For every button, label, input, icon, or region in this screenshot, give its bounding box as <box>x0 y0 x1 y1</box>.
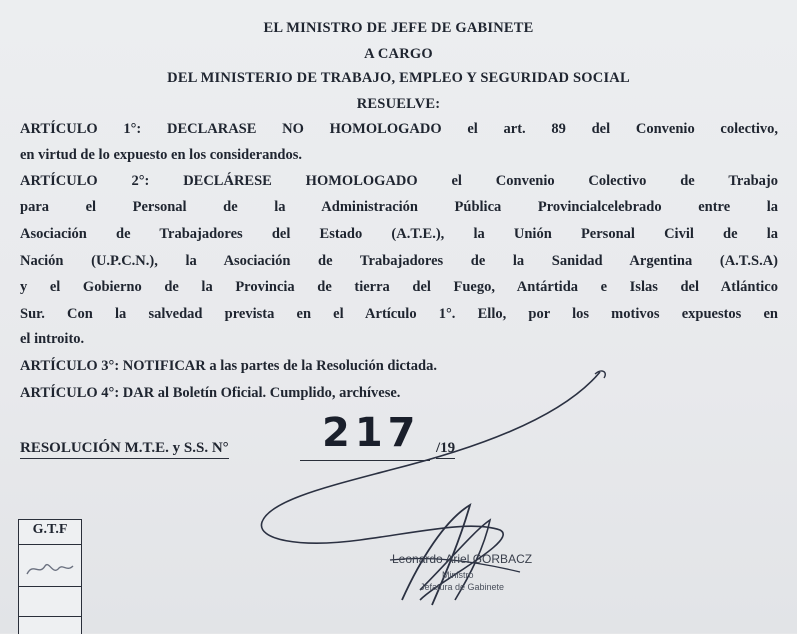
gtf-divider <box>19 616 81 617</box>
gtf-label: G.T.F <box>32 522 68 537</box>
signer-title-1: Ministro <box>442 570 474 580</box>
signer-title-2: Jefatura de Gabinete <box>420 582 505 592</box>
gtf-divider <box>19 586 81 587</box>
article-2-line-4: Nación (U.P.C.N.), la Asociación de Trabajadores de la Sanidad Argentina (A.T.S.A) <box>20 253 778 269</box>
gtf-stamp-box <box>18 519 82 634</box>
article-2-line-1: ARTÍCULO 2°: DECLÁRESE HOMOLOGADO el Convenio Colectivo de Trabajo <box>20 173 778 189</box>
article-2-line-5: y el Gobierno de la Provincia de tierra del Fuego, Antártida e Islas del Atlántico <box>20 279 778 295</box>
header-line-2: A CARGO <box>364 46 433 62</box>
article-1-line-2: en virtud de lo expuesto en los considerandos. <box>20 147 302 163</box>
header-line-3: DEL MINISTERIO DE TRABAJO, EMPLEO Y SEGURIDAD SOCIAL <box>167 70 630 86</box>
article-2-line-7: el introito. <box>20 331 85 347</box>
header-line-4: RESUELVE: <box>356 96 441 112</box>
initials-scribble-icon <box>23 556 77 580</box>
resolution-number-rule <box>300 460 430 461</box>
signer-name: Leonardo Ariel GORBACZ <box>392 552 533 566</box>
resolution-number: 217 <box>322 410 421 456</box>
gtf-divider <box>19 544 81 545</box>
header-line-1: EL MINISTRO DE JEFE DE GABINETE <box>263 20 534 36</box>
resolution-year: /19 <box>436 440 455 459</box>
article-2-line-2: para el Personal de la Administración Pública Provincialcelebrado entre la <box>20 199 778 215</box>
article-3: ARTÍCULO 3°: NOTIFICAR a las partes de la Resolución dictada. <box>20 358 437 374</box>
article-2-line-6: Sur. Con la salvedad prevista en el Artículo 1°. Ello, por los motivos expuestos en <box>20 306 778 322</box>
article-1-line-1: ARTÍCULO 1°: DECLARASE NO HOMOLOGADO el art. 89 del Convenio colectivo, <box>20 121 778 137</box>
resolution-label: RESOLUCIÓN M.T.E. y S.S. N° <box>20 440 229 459</box>
article-4: ARTÍCULO 4°: DAR al Boletín Oficial. Cumplido, archívese. <box>20 385 401 401</box>
article-2-line-3: Asociación de Trabajadores del Estado (A.T.E.), la Unión Personal Civil de la <box>20 226 778 242</box>
